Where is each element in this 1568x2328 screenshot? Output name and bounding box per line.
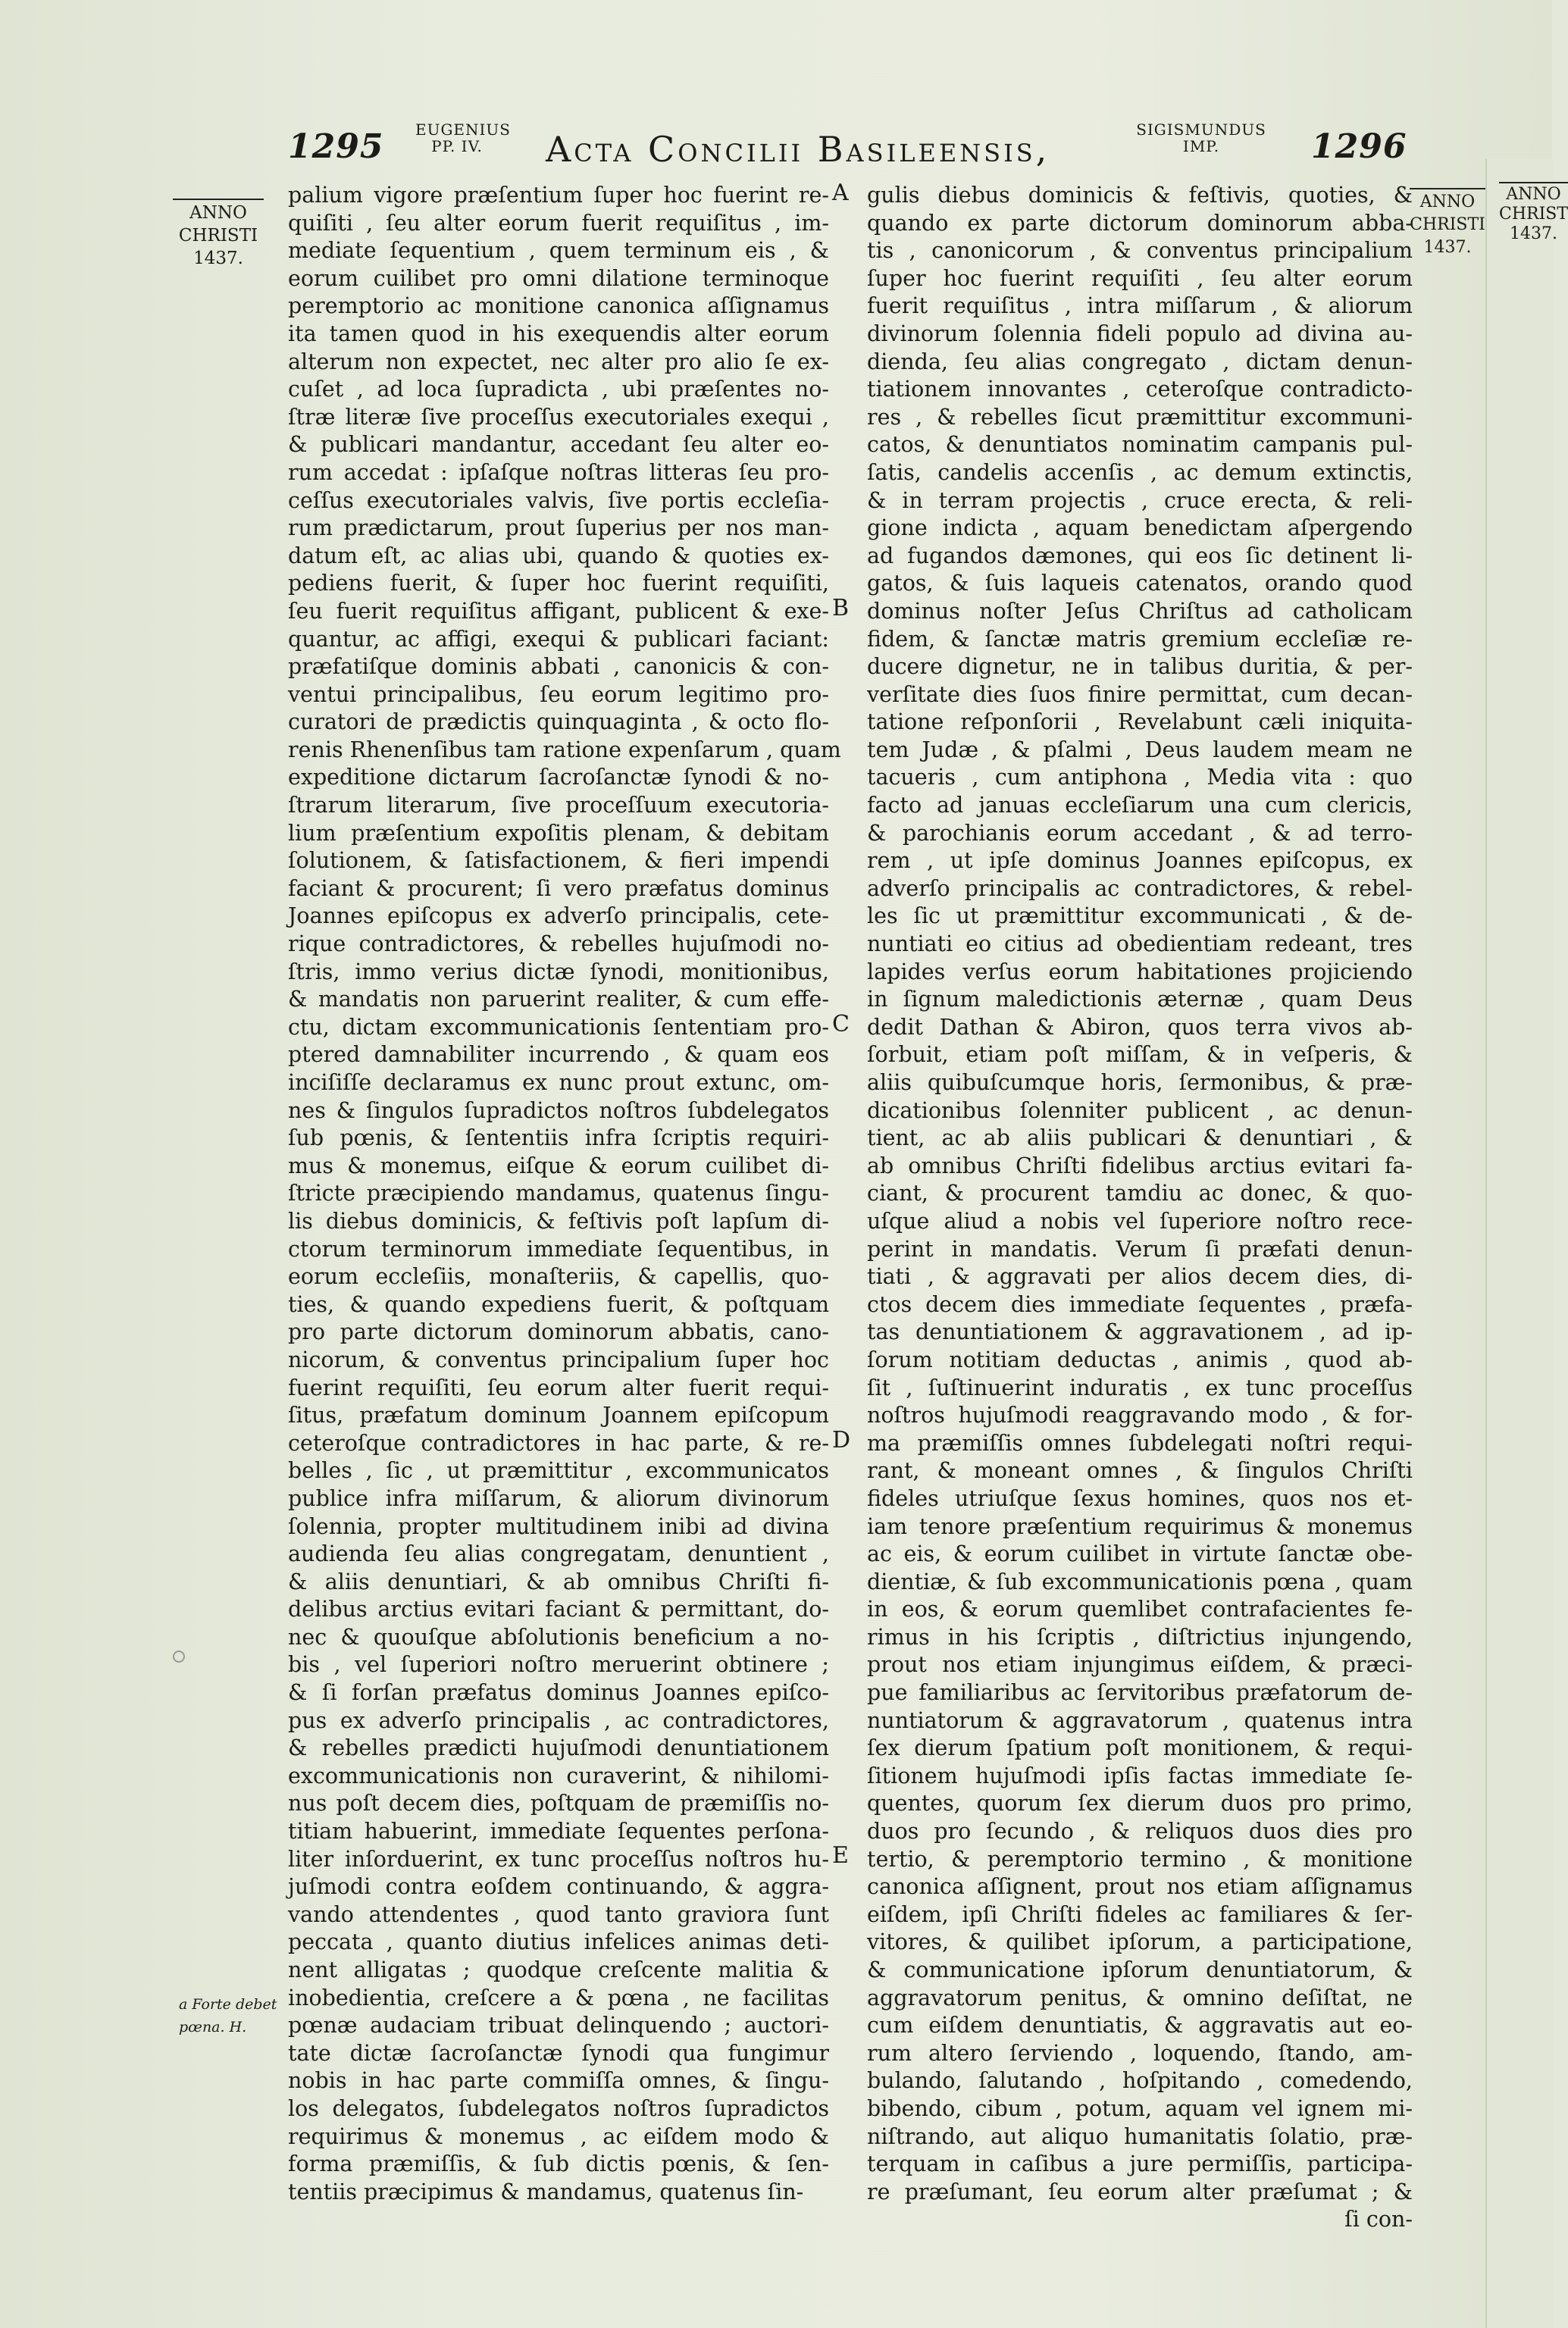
text-line: & aliis denuntiari, & ab omnibus Chriſti fi- xyxy=(288,1569,829,1594)
text-line: nuntiatorum & aggravatorum , quatenus intra xyxy=(867,1707,1413,1733)
text-line: ptered damnabiliter incurrendo , & quam eos xyxy=(288,1042,829,1068)
text-line: aggravatorum penitus, & omnino deſiſtat, ne xyxy=(867,1985,1413,2010)
text-line: ſub pœnis, & ſententiis infra ſcriptis requiri- xyxy=(288,1125,829,1151)
text-line: nicorum, & conventus principalium ſuper hoc xyxy=(288,1347,829,1372)
christi-label: CHRIST xyxy=(1499,205,1568,224)
text-line: fuerit requiſitus , intra miſſarum , & aliorum xyxy=(867,293,1413,319)
text-line: excommunicationis non curaverint, & nihilomi- xyxy=(288,1763,829,1788)
text-line: ma præmiſſis omnes ſubdelegati noſtri requi- xyxy=(867,1430,1413,1456)
text-line: aliis quibuſcumque horis, ſermonibus, & præ- xyxy=(867,1070,1413,1095)
text-line: ſolennia, propter multitudinem inibi ad divina xyxy=(288,1513,829,1539)
text-line: prout nos etiam injungimus eiſdem, & præci- xyxy=(867,1652,1413,1678)
text-line: les ſic ut præmittitur excommunicati , & de- xyxy=(867,903,1413,929)
text-line: ctos decem dies immediate ſequentes , præfa- xyxy=(867,1291,1413,1317)
text-line: ſtræ literæ ſive proceſſus executoriales exequi , xyxy=(288,404,829,430)
text-line: uſque aliud a nobis vel ſuperiore noſtro rece- xyxy=(867,1208,1413,1234)
text-line: tacueris , cum antiphona , Media vita : quo xyxy=(867,765,1413,790)
left-text-column xyxy=(288,182,841,2206)
text-line: niſtrando, aut aliquo humanitatis ſolatio, præ- xyxy=(867,2123,1413,2149)
text-line: nes & ſingulos ſupradictos noſtros ſubdelegatos xyxy=(288,1097,829,1123)
text-line: perint in mandatis. Verum ſi præfati denun- xyxy=(867,1236,1413,1262)
section-letter-c: C xyxy=(832,1011,850,1037)
text-line: tate dictæ ſacroſanctæ ſynodi qua fungimur xyxy=(288,2040,829,2066)
text-line: terquam in caſibus a jure permiſſis, participa- xyxy=(867,2151,1413,2177)
text-line: tiati , & aggravati per alios decem dies, di- xyxy=(867,1264,1413,1290)
text-line: pro parte dictorum dominorum abbatis, cano- xyxy=(288,1319,829,1345)
text-line: cum eiſdem denuntiatis, & aggravatis aut eo- xyxy=(867,2013,1413,2039)
text-line: fidem, & ſanctæ matris gremium eccleſiæ re- xyxy=(867,626,1413,652)
text-line: ſatis, candelis accenſis , ac demum extinctis, xyxy=(867,459,1413,485)
text-line: ſtris, immo verius dictæ ſynodi, monitionibus, xyxy=(288,959,829,984)
text-line: ab omnibus Chriſti fidelibus arctius evitari fa- xyxy=(867,1153,1413,1178)
text-line: & publicari mandantur, accedant ſeu alter eo- xyxy=(288,432,829,458)
text-line: ducere dignetur, ne in talibus duritia, & per- xyxy=(867,654,1413,680)
text-line: & communicatione ipſorum denuntiatorum, & xyxy=(867,1957,1413,1982)
year-label: 1437. xyxy=(1423,238,1472,257)
text-line: ties, & quando expediens fuerit, & poſtquam xyxy=(288,1291,829,1317)
text-line: liter inſorduerint, ex tunc proceſſus noſtros hu- xyxy=(288,1846,829,1872)
text-line: duos pro ſecundo , & reliquos duos dies pro xyxy=(867,1819,1413,1845)
text-line: mediate ſequentium , quem terminum eis , & xyxy=(288,238,829,264)
footnote-line: a Forte debet xyxy=(179,1996,277,2013)
text-line: ſtricte præcipiendo mandamus, quatenus ſingu- xyxy=(288,1181,829,1206)
text-line: mus & monemus, eiſque & eorum cuilibet di- xyxy=(288,1153,829,1178)
text-line: ſi con- xyxy=(1344,2207,1413,2233)
text-line: ſitionem hujuſmodi ipſis factas immediate ſe- xyxy=(867,1763,1413,1788)
text-line: ſit , ſuſtinuerint induratis , ex tunc proceſſus xyxy=(867,1375,1413,1400)
text-line: alterum non expectet, nec alter pro alio ſe ex- xyxy=(288,349,829,374)
text-line: pediens fuerit, & ſuper hoc fuerint requiſiti, xyxy=(288,571,829,596)
anno-label: ANNO xyxy=(1410,188,1485,214)
year-label: 1437. xyxy=(193,249,243,268)
text-line: nobis in hac parte commiſſa omnes, & ſingu- xyxy=(288,2068,829,2094)
text-line: facto ad januas eccleſiarum una cum clericis, xyxy=(867,793,1413,818)
text-line: juſmodi contra eoſdem continuando, & aggra- xyxy=(288,1874,829,1900)
section-letter-d: D xyxy=(832,1427,851,1453)
text-line: lium præſentium expoſitis plenam, & debitam xyxy=(288,820,829,846)
text-line: iam tenore præſentium requirimus & monemus xyxy=(867,1513,1413,1539)
text-line: delibus arctius evitari faciant & permittant, do- xyxy=(288,1597,829,1622)
text-line: pus ex adverſo principalis , ac contradictores, xyxy=(288,1707,829,1733)
text-line: nus poſt decem dies, poſtquam de præmiſſis no- xyxy=(288,1791,829,1816)
facing-page-year xyxy=(1499,182,1568,244)
text-line: ceteroſque contradictores in hac parte, & re- xyxy=(288,1430,829,1456)
text-line: rum prædictarum, prout ſuperius per nos man- xyxy=(288,515,829,541)
text-line: tatione reſponſorii , Revelabunt cæli iniquita- xyxy=(867,709,1413,735)
anno-label: ANNO xyxy=(173,199,264,224)
running-header xyxy=(288,121,1470,174)
text-line: bis , vel ſuperiori noſtro meruerint obtinere ; xyxy=(288,1652,829,1678)
text-line: bulando, ſalutando , hoſpitando , comedendo, xyxy=(867,2068,1413,2094)
text-line: eorum eccleſiis, monaſteriis, & capellis, quo- xyxy=(288,1264,829,1290)
text-line: cuſet , ad loca ſupradicta , ubi præſentes no- xyxy=(288,377,829,402)
text-line: quentes, quorum ſex dierum duos pro primo, xyxy=(867,1791,1413,1816)
text-line: ceſſus executoriales valvis, ſive portis eccleſia- xyxy=(288,487,829,513)
text-line: peremptorio ac monitione canonica aſſignamus xyxy=(288,293,829,319)
text-line: publice infra miſſarum, & aliorum divinorum xyxy=(288,1485,829,1511)
text-line: requirimus & monemus , ac eiſdem modo & xyxy=(288,2123,829,2149)
text-line: in ſignum maledictionis æternæ , quam Deus xyxy=(867,987,1413,1012)
text-line: rum accedat : ipſaſque noſtras litteras ſeu pro- xyxy=(288,459,829,485)
text-line: datum eſt, ac alias ubi, quando & quoties ex- xyxy=(288,543,829,568)
text-line: ſuper hoc fuerint requiſiti , ſeu alter eorum xyxy=(867,265,1413,291)
text-line: ventui principalibus, ſeu eorum legitimo pro- xyxy=(288,681,829,707)
text-line: ctorum terminorum immediate ſequentibus, in xyxy=(288,1236,829,1262)
text-line: rant, & moneant omnes , & ſingulos Chriſti xyxy=(867,1458,1413,1484)
left-running-head xyxy=(415,120,511,155)
text-line: rem , ut ipſe dominus Joannes epiſcopus, ex xyxy=(867,848,1413,874)
text-line: tiationem innovantes , ceteroſque contradicto- xyxy=(867,377,1413,402)
text-line: rique contradictores, & rebelles hujuſmodi no- xyxy=(288,931,829,957)
left-running-head-line: EUGENIUS xyxy=(415,120,511,139)
text-line: los delegatos, ſubdelegatos noſtros ſupradictos xyxy=(288,2095,829,2121)
text-line: ita tamen quod in his exequendis alter eorum xyxy=(288,321,829,346)
text-line: ſex dierum ſpatium poſt monitionem, & requi- xyxy=(867,1735,1413,1761)
text-line: pue familiaribus ac ſervitoribus præfatorum de- xyxy=(867,1680,1413,1706)
text-line: in eos, & eorum quemlibet contrafacientes fe- xyxy=(867,1597,1413,1622)
text-line: renis Rhenenſibus tam ratione expenſarum , quam xyxy=(288,737,841,762)
text-line: canonica aſſignent, prout nos etiam aſſignamus xyxy=(867,1874,1413,1900)
text-line: ctu, dictam excommunicationis ſententiam pro- xyxy=(288,1014,829,1040)
text-line: dicationibus ſolenniter publicent , ac denun- xyxy=(867,1097,1413,1123)
section-letter-b: B xyxy=(832,595,850,621)
text-line: dienda, ſeu alias congregato , dictam denun- xyxy=(867,349,1413,374)
text-line: lis diebus dominicis, & feſtivis poſt lapſum di- xyxy=(288,1208,829,1234)
right-margin-year xyxy=(1410,188,1485,259)
text-line: ciant, & procurent tamdiu ac donec, & quo- xyxy=(867,1181,1413,1206)
text-line: belles , ſic , ut præmittitur , excommunicatos xyxy=(288,1458,829,1484)
text-line: eorum cuilibet pro omni dilatione terminoque xyxy=(288,265,829,291)
text-line: forma præmiſſis, & ſub dictis pœnis, & ſen- xyxy=(288,2151,829,2177)
facing-page-edge xyxy=(1485,159,1568,2328)
text-line: & rebelles prædicti hujuſmodi denuntiationem xyxy=(288,1735,829,1761)
text-line: quantur, ac affigi, exequi & publicari faciant: xyxy=(288,626,829,652)
text-line: curatori de prædictis quinquaginta , & octo flo- xyxy=(288,709,829,735)
text-line: præfatiſque dominis abbati , canonicis & con- xyxy=(288,654,829,680)
text-line: quiſiti , ſeu alter eorum fuerit requiſitus , im- xyxy=(288,210,829,236)
text-line: quando ex parte dictorum dominorum abba- xyxy=(867,210,1413,236)
christi-label: CHRISTI xyxy=(1410,215,1485,234)
text-line: & mandatis non paruerint realiter, & cum effe- xyxy=(288,987,829,1012)
footnote xyxy=(179,1993,277,2039)
right-running-head-line: IMP. xyxy=(1182,137,1220,155)
text-line: rimus in his ſcriptis , diſtrictius injungendo, xyxy=(867,1624,1413,1650)
text-line: tis , canonicorum , & conventus principalium xyxy=(867,238,1413,264)
text-line: ſitus, præfatum dominum Joannem epiſcopum xyxy=(288,1403,829,1428)
text-line: vitores, & quilibet ipſorum, a participatione, xyxy=(867,1929,1413,1955)
text-line: dedit Dathan & Abiron, quos terra vivos ab- xyxy=(867,1014,1413,1040)
right-page-number: 1296 xyxy=(1311,127,1407,166)
text-line: adverſo principalis ac contradictores, & rebel- xyxy=(867,875,1413,901)
text-line: audienda ſeu alias congregatam, denuntient , xyxy=(288,1541,829,1567)
text-line: inciſiſſe declaramus ex nunc prout extunc, om- xyxy=(288,1070,829,1095)
text-line: tertio, & peremptorio termino , & monitione xyxy=(867,1846,1413,1872)
text-line: nent alligatas ; quodque creſcente malitia & xyxy=(288,1957,829,1982)
text-line: tas denuntiationem & aggravationem , ad ip- xyxy=(867,1319,1413,1345)
left-page-number: 1295 xyxy=(288,127,384,166)
text-line: nuntiati eo citius ad obedientiam redeant, tres xyxy=(867,931,1413,957)
text-line: bibendo, cibum , potum, aquam vel ignem mi- xyxy=(867,2095,1413,2121)
text-line: dominus noſter Jeſus Chriſtus ad catholicam xyxy=(867,598,1413,624)
text-line: Joannes epiſcopus ex adverſo principalis, cete- xyxy=(288,903,829,929)
text-line: ſorbuit, etiam poſt miſſam, & in veſperis, & xyxy=(867,1042,1413,1068)
footnote-line: pœna. H. xyxy=(179,2019,247,2035)
text-line: fuerint requiſiti, ſeu eorum alter fuerit requi- xyxy=(288,1375,829,1400)
text-line: titiam habuerint, immediate ſequentes perſona- xyxy=(288,1819,829,1845)
text-line: gulis diebus dominicis & feſtivis, quoties, & xyxy=(867,183,1413,208)
text-line: & parochianis eorum accedant , & ad terro- xyxy=(867,820,1413,846)
text-line: expeditione dictarum ſacroſanctæ ſynodi & no- xyxy=(288,765,829,790)
text-line: dientiæ, & ſub excommunicationis pœna , quam xyxy=(867,1569,1413,1594)
text-line: pœnæ audaciam tribuat delinquendo ; auctori- xyxy=(288,2013,829,2039)
text-line: palium vigore præſentium ſuper hoc fuerint re- xyxy=(288,183,829,208)
text-line: ad fugandos dæmones, qui eos ſic detinent li- xyxy=(867,543,1413,568)
text-line: vando attendentes , quod tanto graviora ſunt xyxy=(288,1901,829,1927)
year-label: 1437. xyxy=(1510,224,1557,243)
text-line: faciant & procurent; ſi vero præfatus dominus xyxy=(288,875,829,901)
text-line: divinorum ſolennia fideli populo ad divina au- xyxy=(867,321,1413,346)
right-running-head-line: SIGISMUNDUS xyxy=(1136,120,1266,139)
margin-ring-mark xyxy=(173,1651,185,1663)
text-line: res , & rebelles ſicut præmittitur excommuni- xyxy=(867,404,1413,430)
text-line: ſorum notitiam deductas , animis , quod ab- xyxy=(867,1347,1413,1372)
text-line: & in terram projectis , cruce erecta, & reli- xyxy=(867,487,1413,513)
anno-label: ANNO xyxy=(1499,182,1568,205)
right-text-column xyxy=(867,182,1413,2234)
text-line: noſtros hujuſmodi reaggravando modo , & for- xyxy=(867,1403,1413,1428)
text-line: ſtrarum literarum, ſive proceſſuum executoria- xyxy=(288,793,829,818)
page-title: Acta Concilii Basileensis, xyxy=(546,129,1050,170)
text-line: tient, ac ab aliis publicari & denuntiari , & xyxy=(867,1125,1413,1151)
text-line: ſeu fuerit requiſitus affigant, publicent & exe- xyxy=(288,598,829,624)
right-running-head xyxy=(1122,121,1281,155)
text-line: gatos, & ſuis laqueis catenatos, orando quod xyxy=(867,571,1413,596)
christi-label: CHRISTI xyxy=(178,226,258,246)
text-line: eiſdem, ipſi Chriſti fideles ac familiares & ſer- xyxy=(867,1901,1413,1927)
text-line: verſitate dies ſuos finire permittat, cum decan- xyxy=(867,681,1413,707)
text-line: gione indicta , aquam benedictam aſpergendo xyxy=(867,515,1413,541)
text-line: lapides verſus eorum habitationes projiciendo xyxy=(867,959,1413,984)
text-line: ſolutionem, & ſatisfactionem, & fieri impendi xyxy=(288,848,829,874)
text-line: nec & quouſque abſolutionis beneficium a no- xyxy=(288,1624,829,1650)
text-line: catos, & denuntiatos nominatim campanis pul- xyxy=(867,432,1413,458)
text-line: fideles utriuſque ſexus homines, quos nos et- xyxy=(867,1485,1413,1511)
text-line: tem Judæ , & pſalmi , Deus laudem meam ne xyxy=(867,737,1413,762)
text-line: peccata , quanto diutius infelices animas deti- xyxy=(288,1929,829,1955)
text-line: rum altero ſerviendo , loquendo, ſtando, am- xyxy=(867,2040,1413,2066)
text-line: re præſumant, ſeu eorum alter præſumat ; & xyxy=(867,2179,1413,2204)
section-letter-e: E xyxy=(832,1842,849,1869)
section-letter-a: A xyxy=(832,180,849,206)
text-line: inobedientia, creſcere a & pœna , ne facilitas xyxy=(288,1985,829,2010)
left-margin-year xyxy=(173,199,264,270)
text-line: tentiis præcipimus & mandamus, quatenus ſin- xyxy=(288,2179,804,2204)
left-running-head-line: PP. IV. xyxy=(431,137,483,155)
text-line: ac eis, & eorum cuilibet in virtute ſanctæ obe- xyxy=(867,1541,1413,1567)
text-line: & ſi forſan præfatus dominus Joannes epiſco- xyxy=(288,1680,829,1706)
